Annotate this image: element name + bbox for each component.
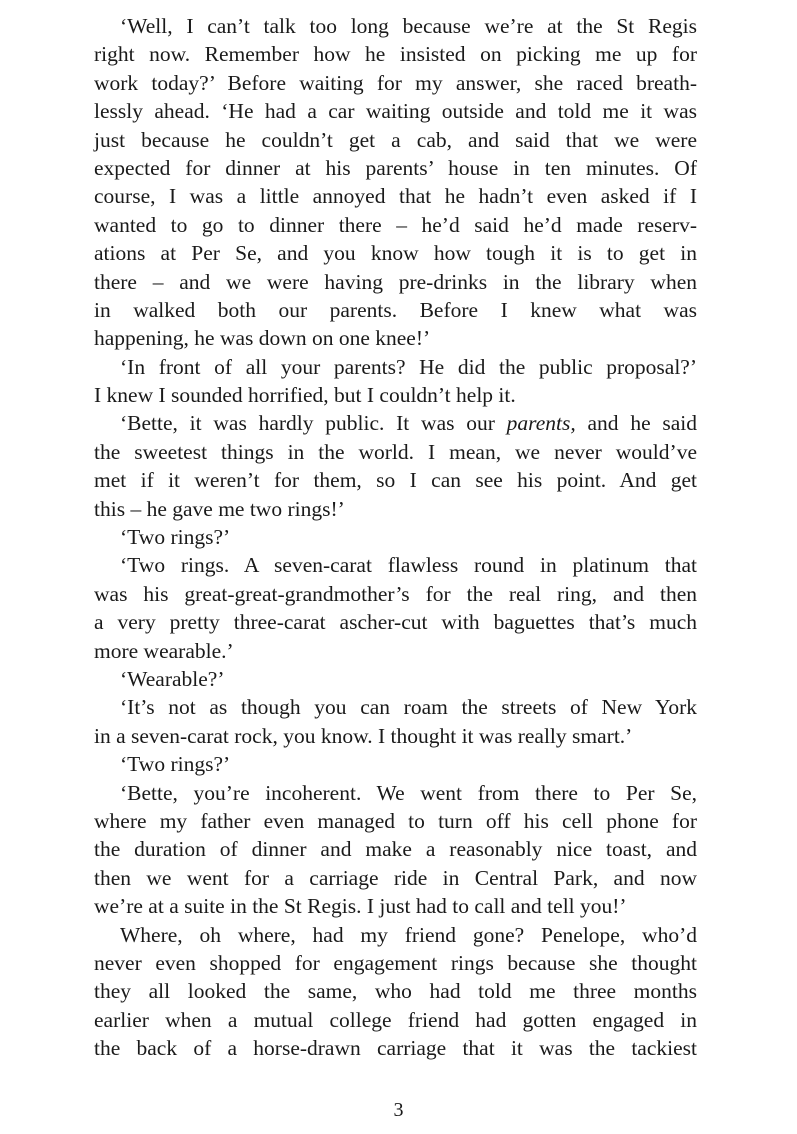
text-line: lessly ahead. ‘He had a car waiting outside and told me it was (94, 99, 697, 124)
text-line: in walked both our parents. Before I knew what was (94, 297, 697, 322)
text-line: this – he gave me two rings!’ (94, 496, 345, 521)
text-line (94, 409, 697, 437)
text-line: the back of a horse-drawn carriage that it was the tackiest (94, 1036, 697, 1061)
text-segment: and he said (575, 411, 698, 436)
text-line: in a seven-carat rock, you know. I thought it was really smart.’ (94, 723, 633, 748)
text-line: expected for dinner at his parents’ house in ten minutes. Of (94, 155, 697, 180)
text-line: then we went for a carriage ride in Central Park, and now (94, 865, 697, 890)
text-line: they all looked the same, who had told me three months (94, 979, 697, 1004)
text-line: ‘In front of all your parents? He did the public proposal?’ (120, 354, 697, 379)
text-line: the duration of dinner and make a reasonably nice toast, and (94, 837, 697, 862)
text-line: happening, he was down on one knee!’ (94, 326, 431, 351)
text-line: Where, oh where, had my friend gone? Penelope, who’d (120, 922, 697, 947)
text-line: wanted to go to dinner there – he’d said he’d made reserv- (94, 212, 697, 237)
text-line: the sweetest things in the world. I mean, we never would’ve (94, 439, 697, 464)
text-segment: ‘Bette, it was hardly public. It was our (120, 411, 507, 436)
text-line: met if it weren’t for them, so I can see his point. And get (94, 468, 697, 493)
text-line: ‘Two rings?’ (120, 525, 231, 550)
text-line: ‘Well, I can’t talk too long because we’re at the St Regis (120, 14, 697, 38)
text-line: where my father even managed to turn off his cell phone for (94, 808, 697, 833)
text-line: I knew I sounded horrified, but I couldn’t help it. (94, 383, 516, 408)
text-line: there – and we were having pre-drinks in the library when (94, 269, 697, 294)
text-line: just because he couldn’t get a cab, and said that we were (94, 127, 697, 152)
text-line: ‘Bette, you’re incoherent. We went from there to Per Se, (120, 780, 697, 805)
text-line: course, I was a little annoyed that he hadn’t even asked if I (94, 184, 697, 209)
text-line: never even shopped for engagement rings because she thought (94, 950, 697, 975)
text-line: a very pretty three-carat ascher-cut with baguettes that’s much (94, 610, 697, 635)
text-line: was his great-great-grandmother’s for the real ring, and then (94, 581, 697, 606)
text-line: more wearable.’ (94, 638, 234, 663)
text-line: work today?’ Before waiting for my answer, she raced breath- (94, 70, 697, 95)
text-line: ations at Per Se, and you know how tough it is to get in (94, 241, 697, 266)
text-line: ‘Wearable?’ (120, 666, 225, 691)
text-line: ‘Two rings. A seven-carat flawless round in platinum that (120, 553, 697, 578)
text-line: we’re at a suite in the St Regis. I just had to call and tell you!’ (94, 894, 627, 919)
page-number: 3 (393, 1099, 404, 1121)
book-page-body (94, 12, 697, 1062)
text-line: ‘It’s not as though you can roam the streets of New York (120, 695, 697, 720)
text-line: ‘Two rings?’ (120, 752, 231, 777)
text-line: right now. Remember how he insisted on picking me up for (94, 42, 697, 67)
italic-text: parents, (506, 411, 576, 436)
text-line: earlier when a mutual college friend had gotten engaged in (94, 1007, 697, 1032)
